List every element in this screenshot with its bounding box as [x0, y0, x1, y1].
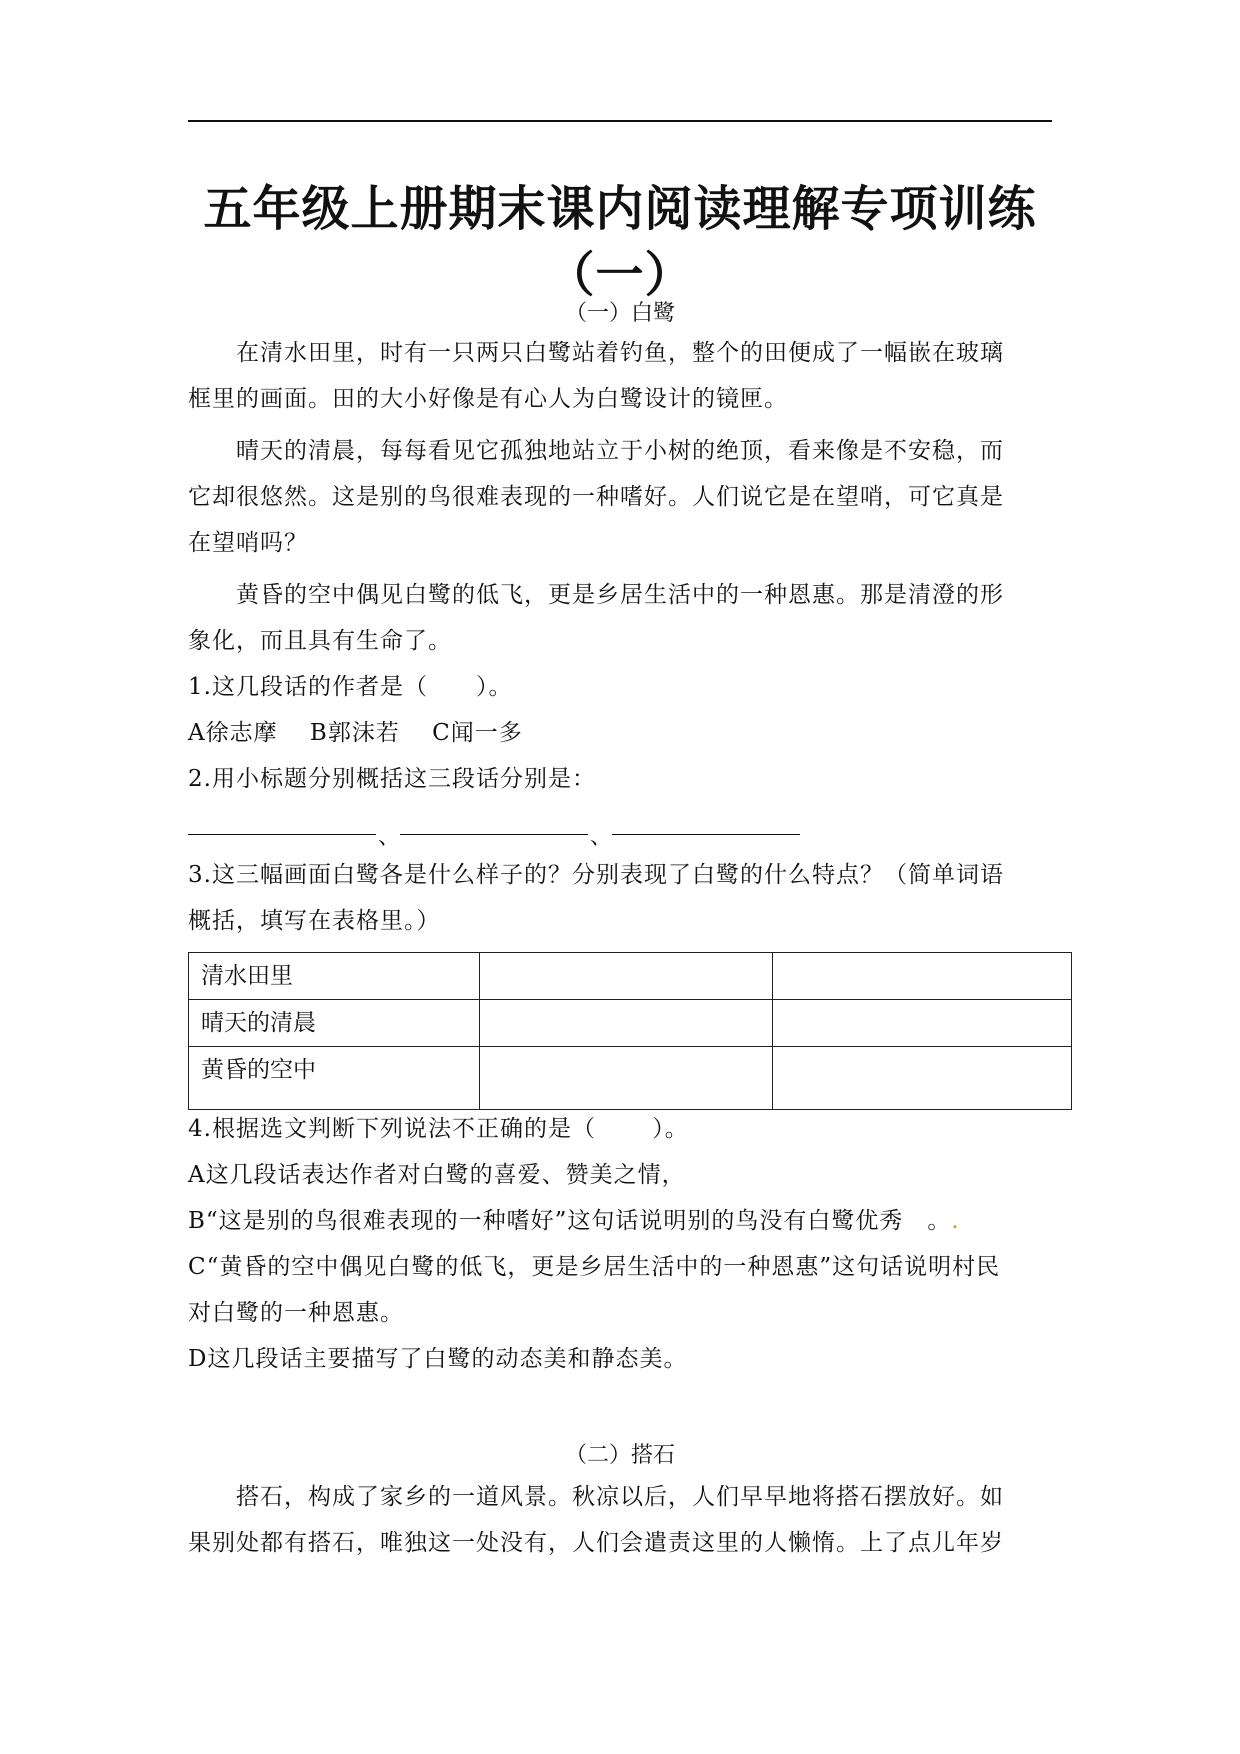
answer-blank-3[interactable] [612, 834, 800, 835]
passage-2-paragraph-1-line-2: 果别处都有搭石，唯独这一处没有，人们会遣责这里的人懒惰。上了点儿年岁 [188, 1530, 1004, 1556]
question-1-options: A徐志摩 B郭沫若 C闻一多 [188, 720, 523, 746]
table-row [189, 953, 1072, 1000]
passage-1-paragraph-2-line-3: 在望哨吗？ [188, 530, 308, 556]
section-2-heading: （二）搭石 [564, 1443, 675, 1468]
table-row-label: 晴天的清晨 [189, 1000, 480, 1047]
answer-blank-1[interactable] [188, 834, 376, 835]
passage-1-paragraph-1-line-1: 在清水田里，时有一只两只白鹭站着钓鱼，整个的田便成了一幅嵌在玻璃 [236, 340, 1004, 366]
document-title: 五年级上册期末课内阅读理解专项训练 [203, 181, 1037, 237]
table-row [189, 1047, 1072, 1110]
table-answer-cell[interactable] [773, 1047, 1072, 1110]
question-2-answer-blanks [188, 820, 808, 850]
stray-dot: . [951, 1208, 960, 1234]
answer-table [188, 952, 1072, 1110]
passage-2-paragraph-1-line-1: 搭石，构成了家乡的一道风景。秋凉以后，人们早早地将搭石摆放好。如 [236, 1484, 1004, 1510]
question-4-option-d: D这几段话主要描写了白鹭的动态美和静态美。 [188, 1346, 688, 1372]
passage-1-paragraph-2-line-1: 晴天的清晨，每每看见它孤独地站立于小树的绝顶，看来像是不安稳，而 [236, 438, 1004, 464]
question-4-option-c-line-2: 对白鹭的一种恩惠。 [188, 1300, 404, 1326]
table-answer-cell[interactable] [480, 1047, 773, 1110]
table-answer-cell[interactable] [773, 953, 1072, 1000]
question-3-line-1: 3.这三幅画面白鹭各是什么样子的？分别表现了白鹭的什么特点？（简单词语 [188, 862, 1004, 888]
answer-blank-2[interactable] [400, 834, 588, 835]
passage-1-paragraph-3-line-2: 象化，而且具有生命了。 [188, 628, 452, 654]
question-2: 2.用小标题分别概括这三段话分别是： [188, 766, 596, 792]
passage-1-paragraph-1-line-2: 框里的画面。田的大小好像是有心人为白鹭设计的镜匣。 [188, 386, 788, 412]
section-1-heading: （一）白鹭 [564, 301, 675, 326]
blank-separator: 、 [378, 825, 401, 850]
header-rule [188, 120, 1052, 122]
passage-1-paragraph-3-line-1: 黄昏的空中偶见白鹭的低飞，更是乡居生活中的一种恩惠。那是清澄的形 [236, 582, 1004, 608]
table-answer-cell[interactable] [480, 1000, 773, 1047]
passage-1-paragraph-2-line-2: 它却很悠然。这是别的鸟很难表现的一种嗜好。人们说它是在望哨，可它真是 [188, 484, 1004, 510]
table-row-label: 黄昏的空中 [189, 1047, 480, 1110]
question-4-option-b [188, 1198, 960, 1244]
blank-separator: 、 [590, 825, 613, 850]
question-4-option-b-text: B“这是别的鸟很难表现的一种嗜好”这句话说明别的鸟没有白鹭优秀 。 [188, 1208, 952, 1234]
table-row-label: 清水田里 [189, 953, 480, 1000]
question-4-option-a: A这几段话表达作者对白鹭的喜爱、赞美之情， [188, 1162, 686, 1188]
table-row [189, 1000, 1072, 1047]
question-1: 1.这几段话的作者是（ ）。 [188, 674, 513, 700]
question-4-option-c-line-1: C“黄昏的空中偶见白鹭的低飞，更是乡居生活中的一种恩惠”这句话说明村民 [188, 1254, 1001, 1280]
table-answer-cell[interactable] [480, 953, 773, 1000]
question-4: 4.根据选文判断下列说法不正确的是（ ）。 [188, 1116, 689, 1142]
document-title-number: （一） [546, 247, 694, 303]
table-answer-cell[interactable] [773, 1000, 1072, 1047]
question-3-line-2: 概括，填写在表格里。） [188, 908, 441, 934]
